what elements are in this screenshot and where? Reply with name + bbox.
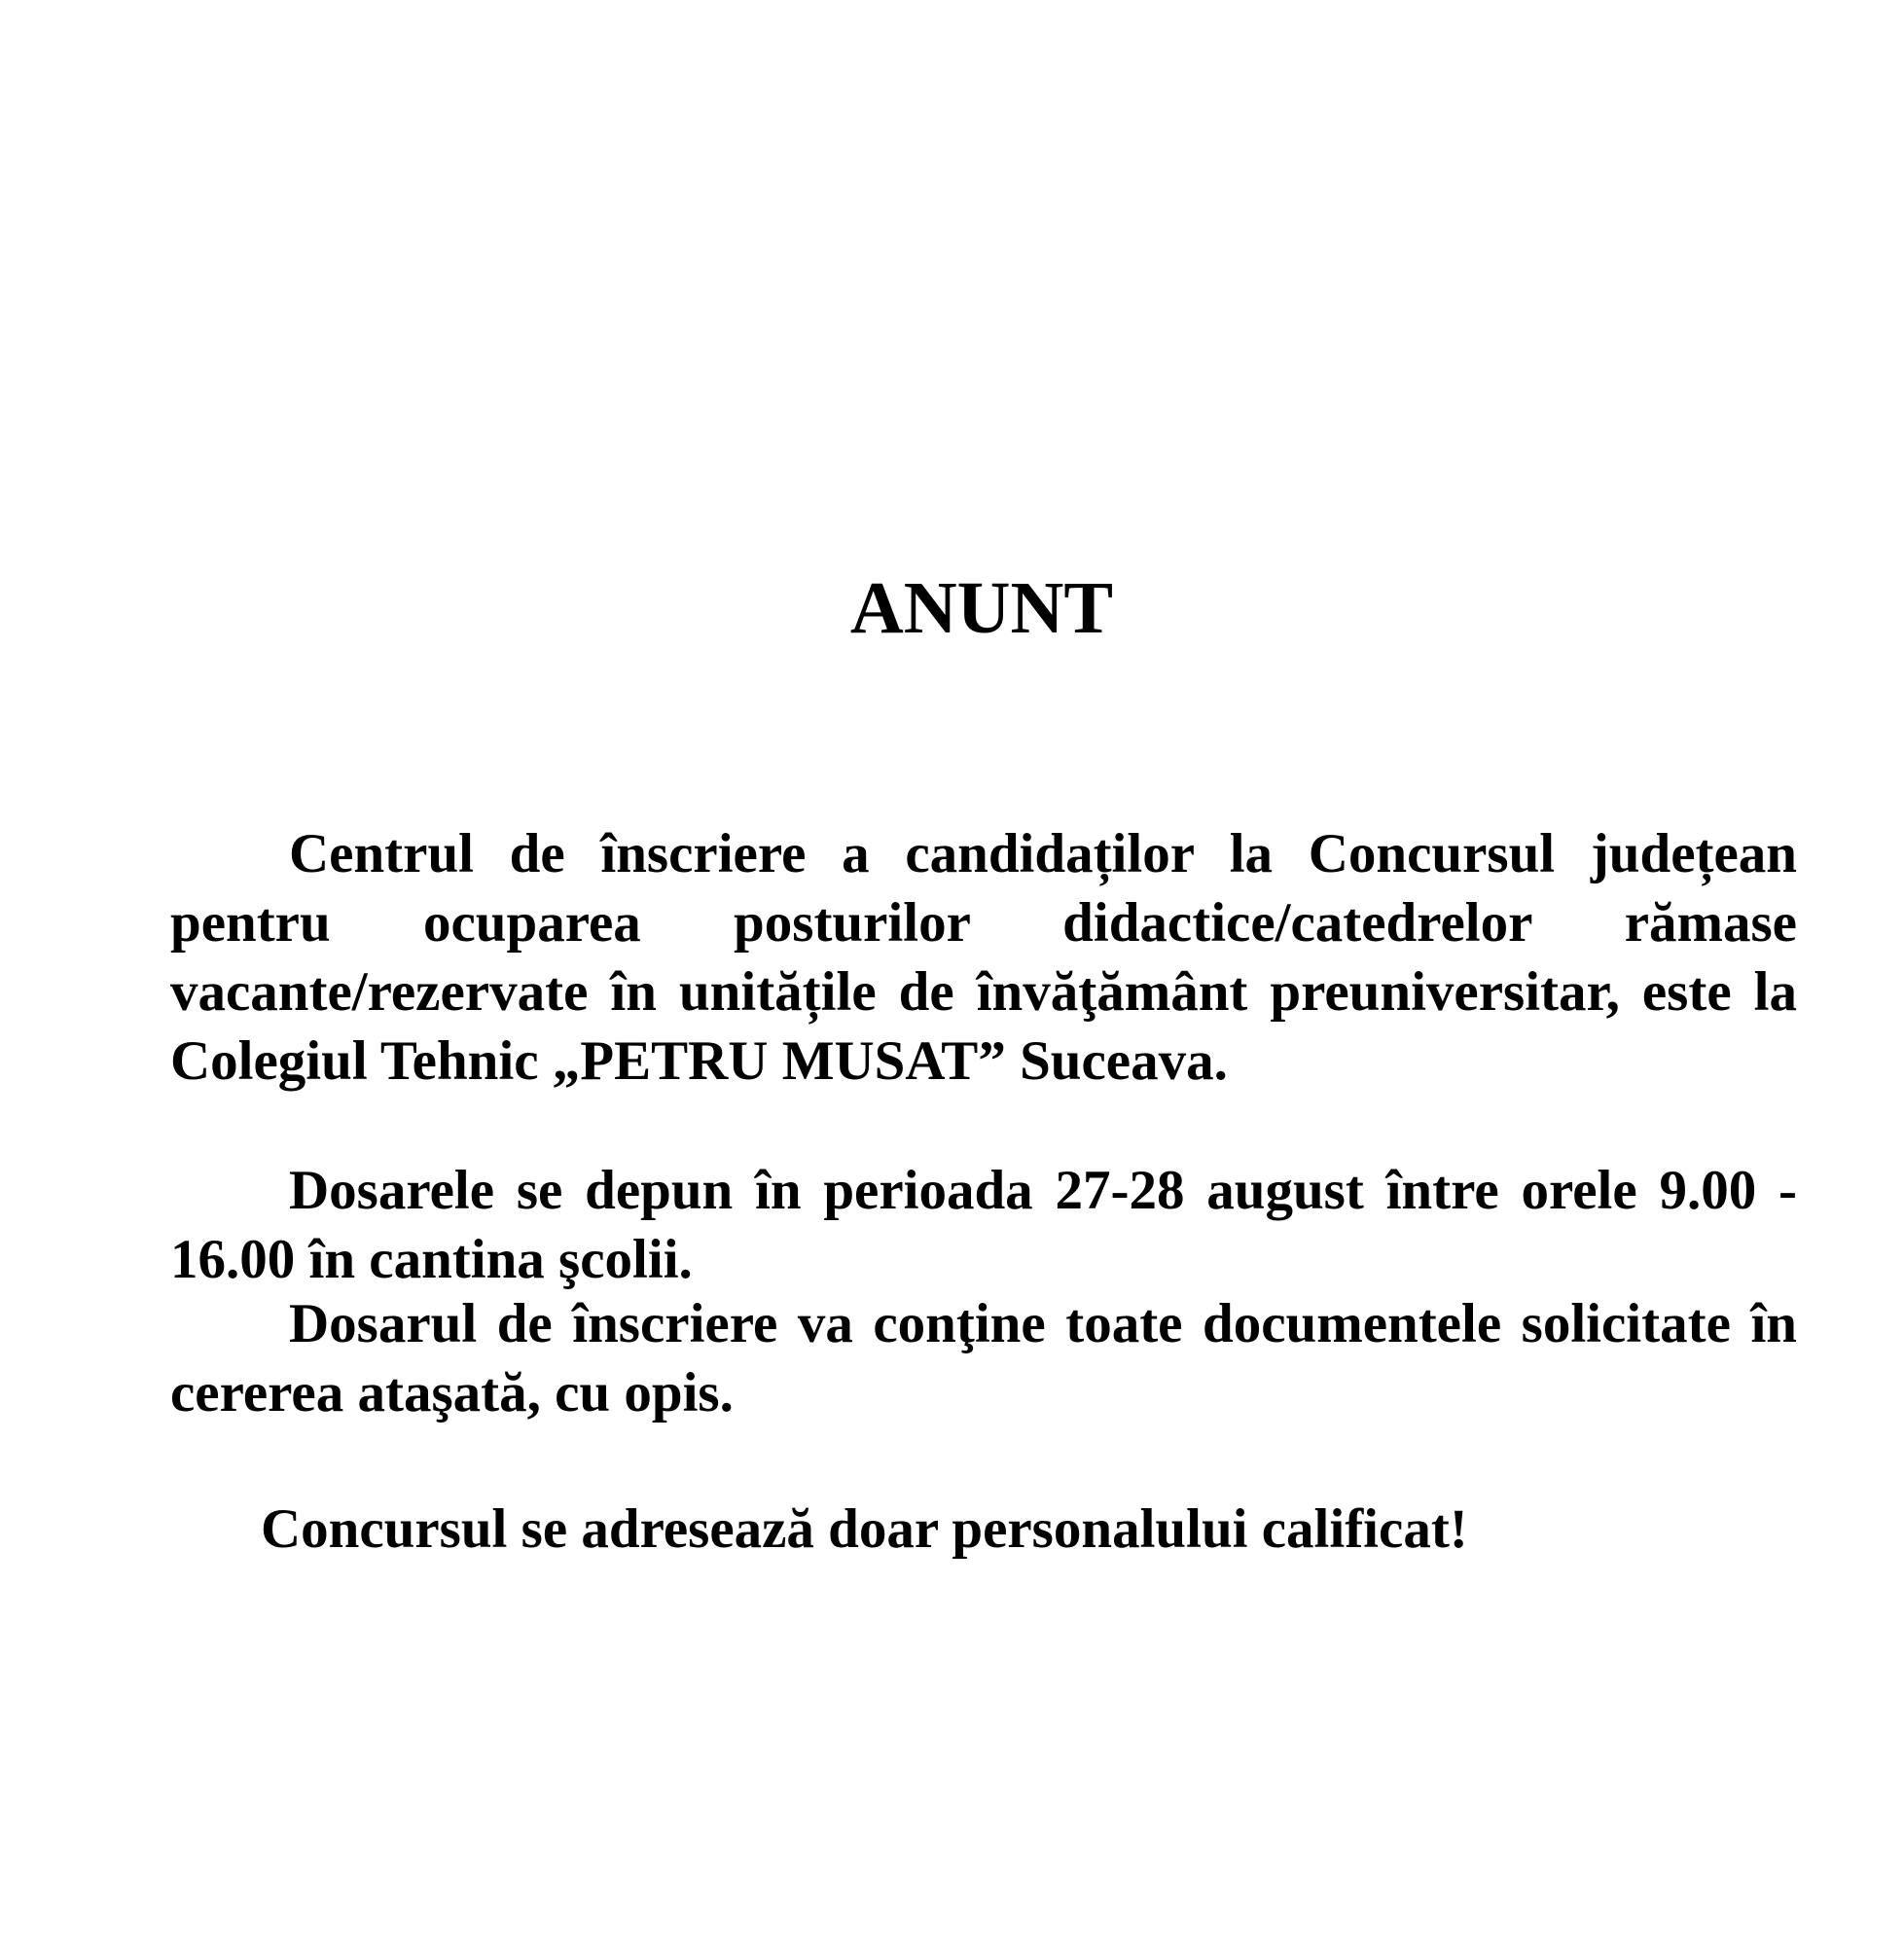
paragraph-registration-center: Centrul de înscriere a candidaților la Concursul județean pentru ocuparea posturilor didactice/catedrelor rămase vacante/rezervate în unitățile de învăţământ preuniversitar, este la Colegiul Tehnic „PETRU MUSAT” Suceava.: [170, 823, 1797, 1092]
paragraph-file-contents: Dosarul de înscriere va conţine toate documentele solicitate în cererea ataşată, cu opis.: [170, 1293, 1797, 1423]
paragraph-qualified-notice: Concursul se adresează doar personalului calificat!: [261, 1498, 1468, 1560]
paragraph-submission-period: Dosarele se depun în perioada 27-28 august între orele 9.00 - 16.00 în cantina şcolii.: [170, 1160, 1797, 1290]
announcement-title: ANUNT: [849, 567, 1114, 649]
